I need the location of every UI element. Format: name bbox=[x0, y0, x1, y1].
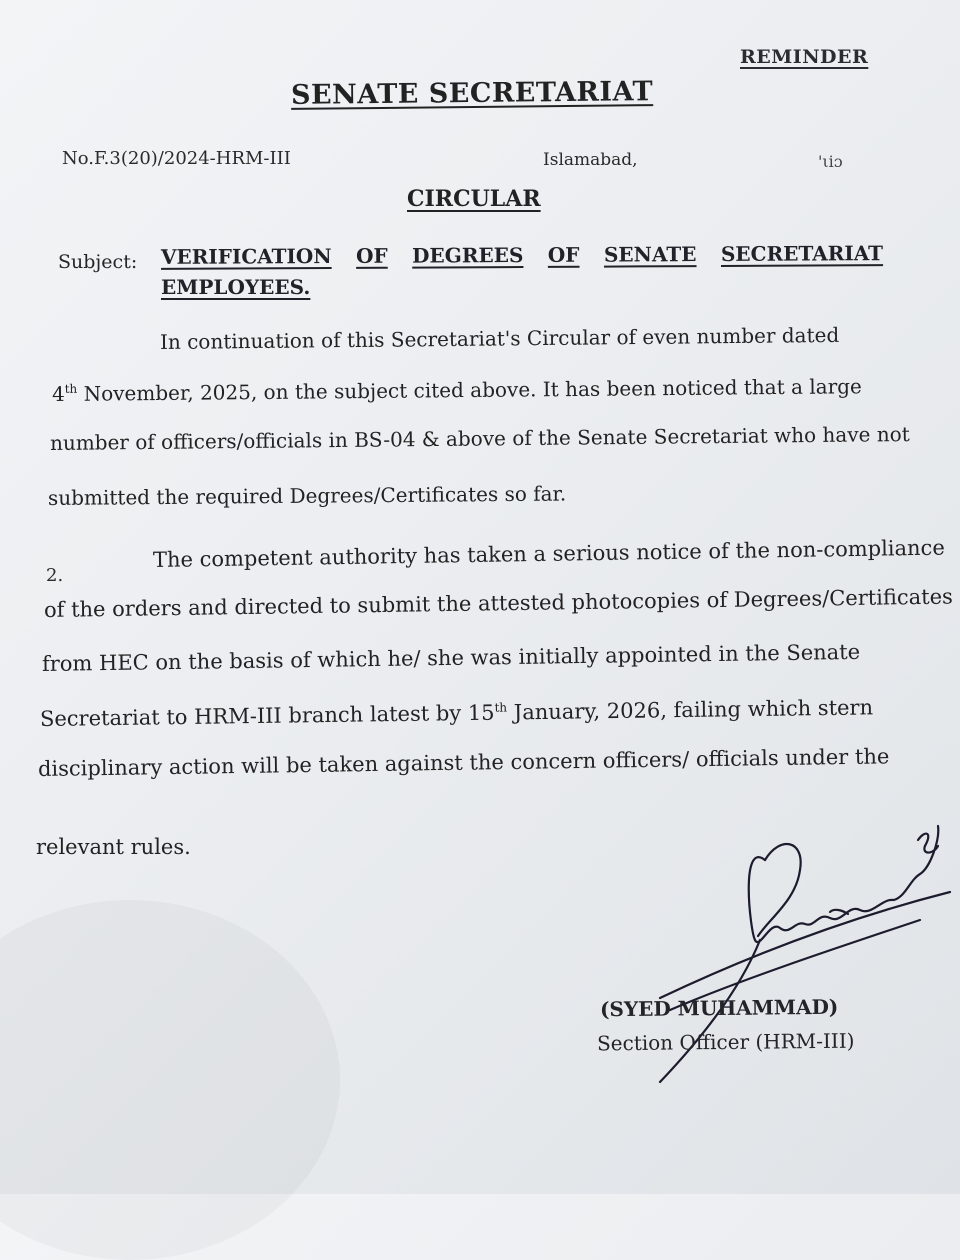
organization-title: SENATE SECRETARIAT bbox=[290, 76, 654, 111]
subject-word: DEGREES bbox=[412, 242, 524, 268]
subject-label: Subject: bbox=[58, 251, 138, 273]
paragraph-2-line: disciplinary action will be taken against the concern officers/ officials under the bbox=[37, 744, 890, 781]
signatory-title: Section Officer (HRM-III) bbox=[596, 1028, 855, 1056]
subject-word: SENATE bbox=[603, 242, 697, 267]
paragraph-2-line: of the orders and directed to submit the attested photocopies of Degrees/Certificates bbox=[43, 584, 954, 622]
line-text: Secretariat to HRM-III branch latest by 15 bbox=[39, 700, 495, 731]
date-mark: 'ιiɔ bbox=[818, 152, 843, 171]
subject-word: SECRETARIAT bbox=[720, 241, 884, 266]
date-day: 4 bbox=[51, 381, 65, 406]
handwritten-signature bbox=[620, 800, 960, 1100]
city-label: Islamabad, bbox=[543, 150, 638, 170]
ordinal-suffix: th bbox=[494, 700, 508, 715]
subject-line-1 bbox=[161, 241, 883, 269]
paragraph-2-line: from HEC on the basis of which he/ she was initially appointed in the Senate bbox=[41, 639, 861, 676]
paragraph-2-line: The competent authority has taken a serious notice of the non-compliance bbox=[152, 535, 945, 572]
paragraph-number: 2. bbox=[46, 565, 64, 586]
reminder-label: REMINDER bbox=[740, 46, 869, 68]
paragraph-1-line bbox=[52, 374, 862, 406]
ordinal-suffix: th bbox=[64, 381, 78, 396]
line-text: January, 2026, failing which stern bbox=[506, 695, 874, 725]
paragraph-2-line bbox=[40, 695, 873, 731]
paragraph-1-line: In continuation of this Secretariat's Circular of even number dated bbox=[159, 322, 840, 354]
subject-word: VERIFICATION bbox=[160, 243, 332, 269]
paragraph-1-line: number of officers/officials in BS-04 & above of the Senate Secretariat who have not bbox=[49, 421, 910, 455]
reference-number: No.F.3(20)/2024-HRM-III bbox=[62, 148, 291, 169]
document-type-heading: CIRCULAR bbox=[407, 186, 541, 212]
paragraph-2-line: relevant rules. bbox=[36, 835, 191, 859]
subject-word: OF bbox=[355, 243, 388, 268]
subject-word: OF bbox=[547, 242, 580, 267]
subject-line-2: EMPLOYEES. bbox=[161, 275, 311, 299]
paragraph-1-line: submitted the required Degrees/Certificates so far. bbox=[47, 481, 567, 510]
signatory-name: (SYED MUHAMMAD) bbox=[599, 994, 839, 1022]
line-text: November, 2025, on the subject cited above. It has been noticed that a large bbox=[77, 374, 862, 406]
paper-shadow bbox=[0, 900, 340, 1260]
